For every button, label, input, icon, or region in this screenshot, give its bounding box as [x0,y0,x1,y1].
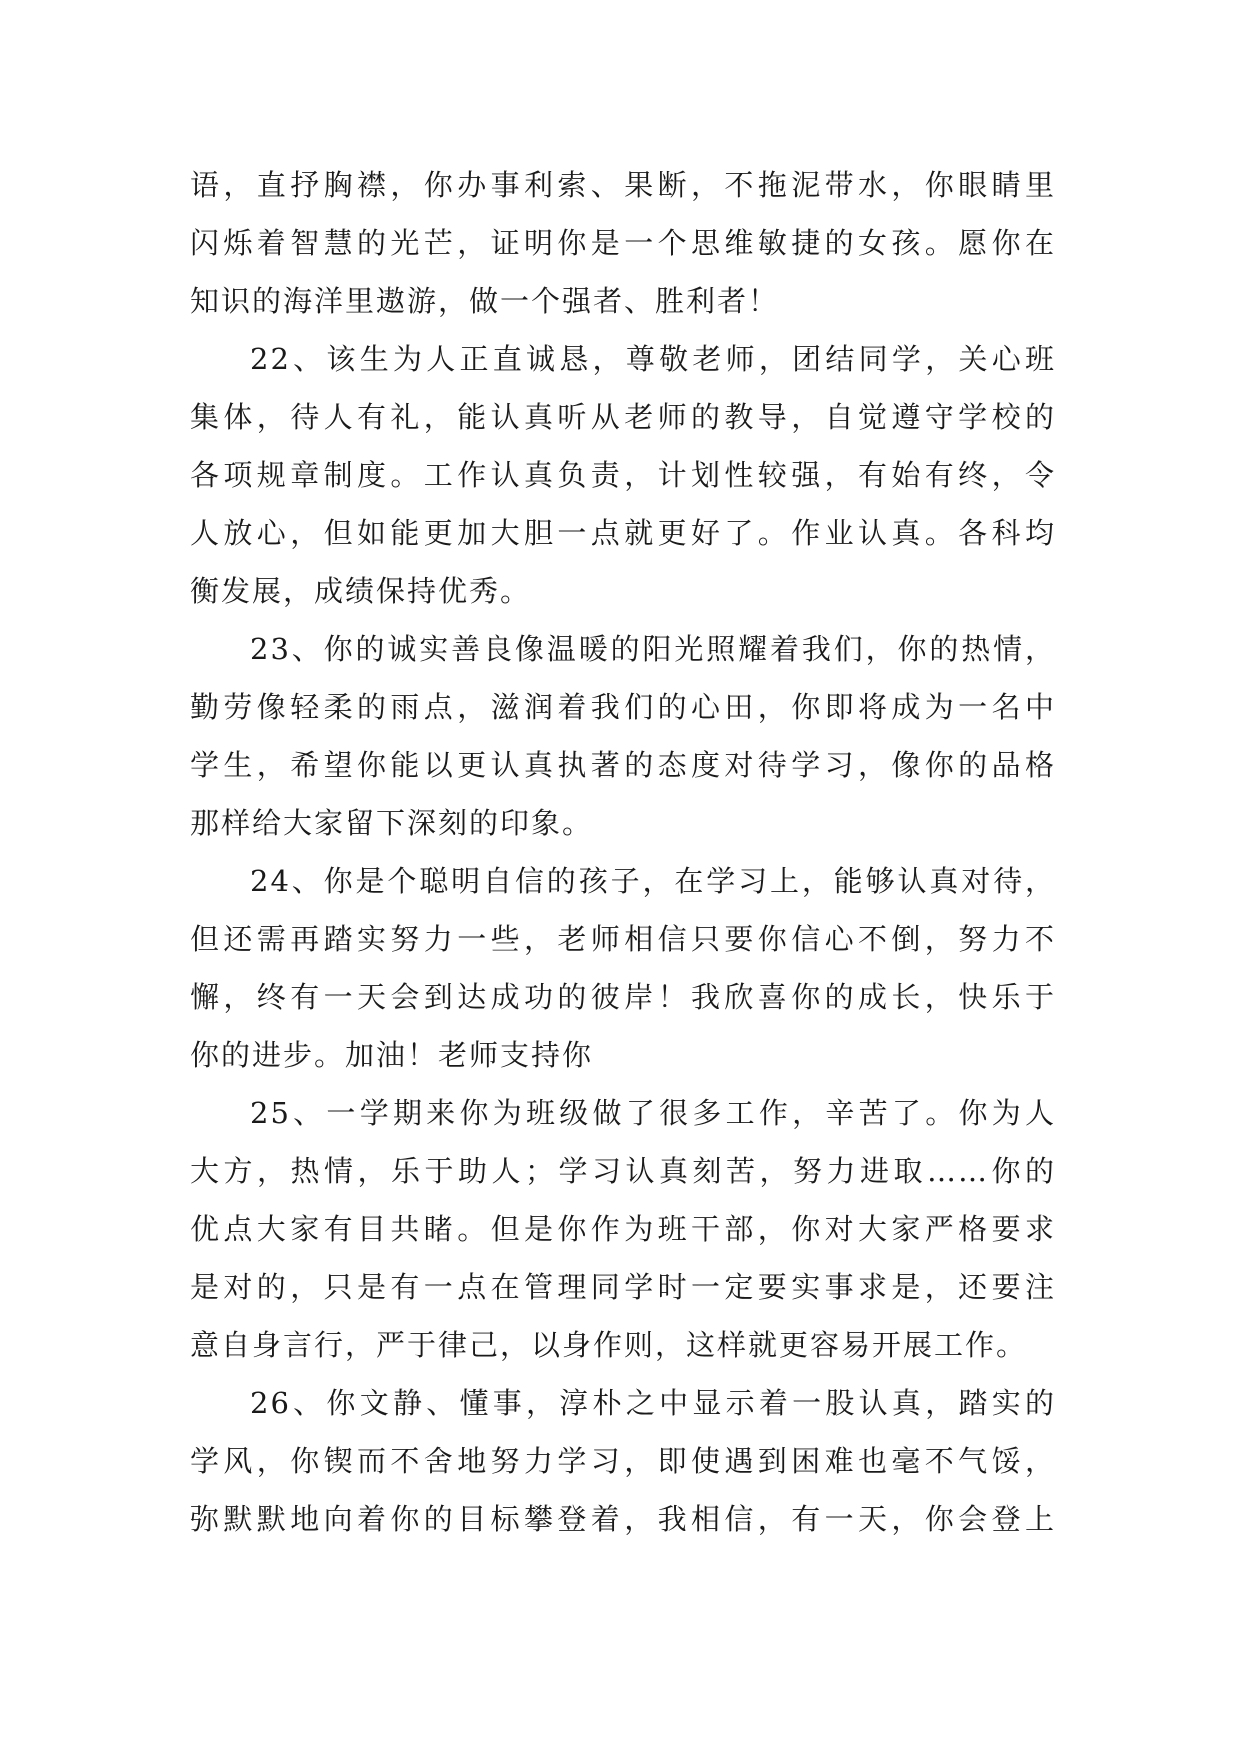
text-line: 22、该生为人正直诚恳，尊敬老师，团结同学，关心班 [250,342,1056,376]
text-line: 人放心，但如能更加大胆一点就更好了。作业认真。各科均 [190,516,1056,550]
text-line: 24、你是个聪明自信的孩子，在学习上，能够认真对待， [250,864,1056,898]
text-line: 意自身言行，严于律己，以身作则，这样就更容易开展工作。 [190,1328,1028,1362]
text-line: 知识的海洋里遨游，做一个强者、胜利者！ [190,284,780,318]
text-line: 你的进步。加油！老师支持你 [190,1038,594,1072]
text-line: 学生，希望你能以更认真执著的态度对待学习，像你的品格 [190,748,1056,782]
text-line: 集体，待人有礼，能认真听从老师的教导，自觉遵守学校的 [190,400,1056,434]
text-line: 优点大家有目共睹。但是你作为班干部，你对大家严格要求 [190,1212,1056,1246]
text-line: 大方，热情，乐于助人；学习认真刻苦，努力进取……你的 [190,1154,1056,1188]
text-line: 懈，终有一天会到达成功的彼岸！我欣喜你的成长，快乐于 [190,980,1056,1014]
text-line: 弥默默地向着你的目标攀登着，我相信，有一天，你会登上 [190,1502,1056,1536]
text-line: 但还需再踏实努力一些，老师相信只要你信心不倒，努力不 [190,922,1056,956]
text-line: 是对的，只是有一点在管理同学时一定要实事求是，还要注 [190,1270,1056,1304]
text-line: 25、一学期来你为班级做了很多工作，辛苦了。你为人 [250,1096,1056,1130]
text-line: 各项规章制度。工作认真负责，计划性较强，有始有终，令 [190,458,1056,492]
text-line: 语，直抒胸襟，你办事利索、果断，不拖泥带水，你眼睛里 [190,168,1056,202]
text-line: 衡发展，成绩保持优秀。 [190,574,532,608]
text-line: 闪烁着智慧的光芒，证明你是一个思维敏捷的女孩。愿你在 [190,226,1056,260]
document-body [190,156,1056,1548]
text-line: 那样给大家留下深刻的印象。 [190,806,594,840]
text-line: 23、你的诚实善良像温暖的阳光照耀着我们，你的热情， [250,632,1056,666]
text-line: 26、你文静、懂事，淳朴之中显示着一股认真，踏实的 [250,1386,1056,1420]
text-line: 学风，你锲而不舍地努力学习，即使遇到困难也毫不气馁， [190,1444,1056,1478]
text-line: 勤劳像轻柔的雨点，滋润着我们的心田，你即将成为一名中 [190,690,1056,724]
